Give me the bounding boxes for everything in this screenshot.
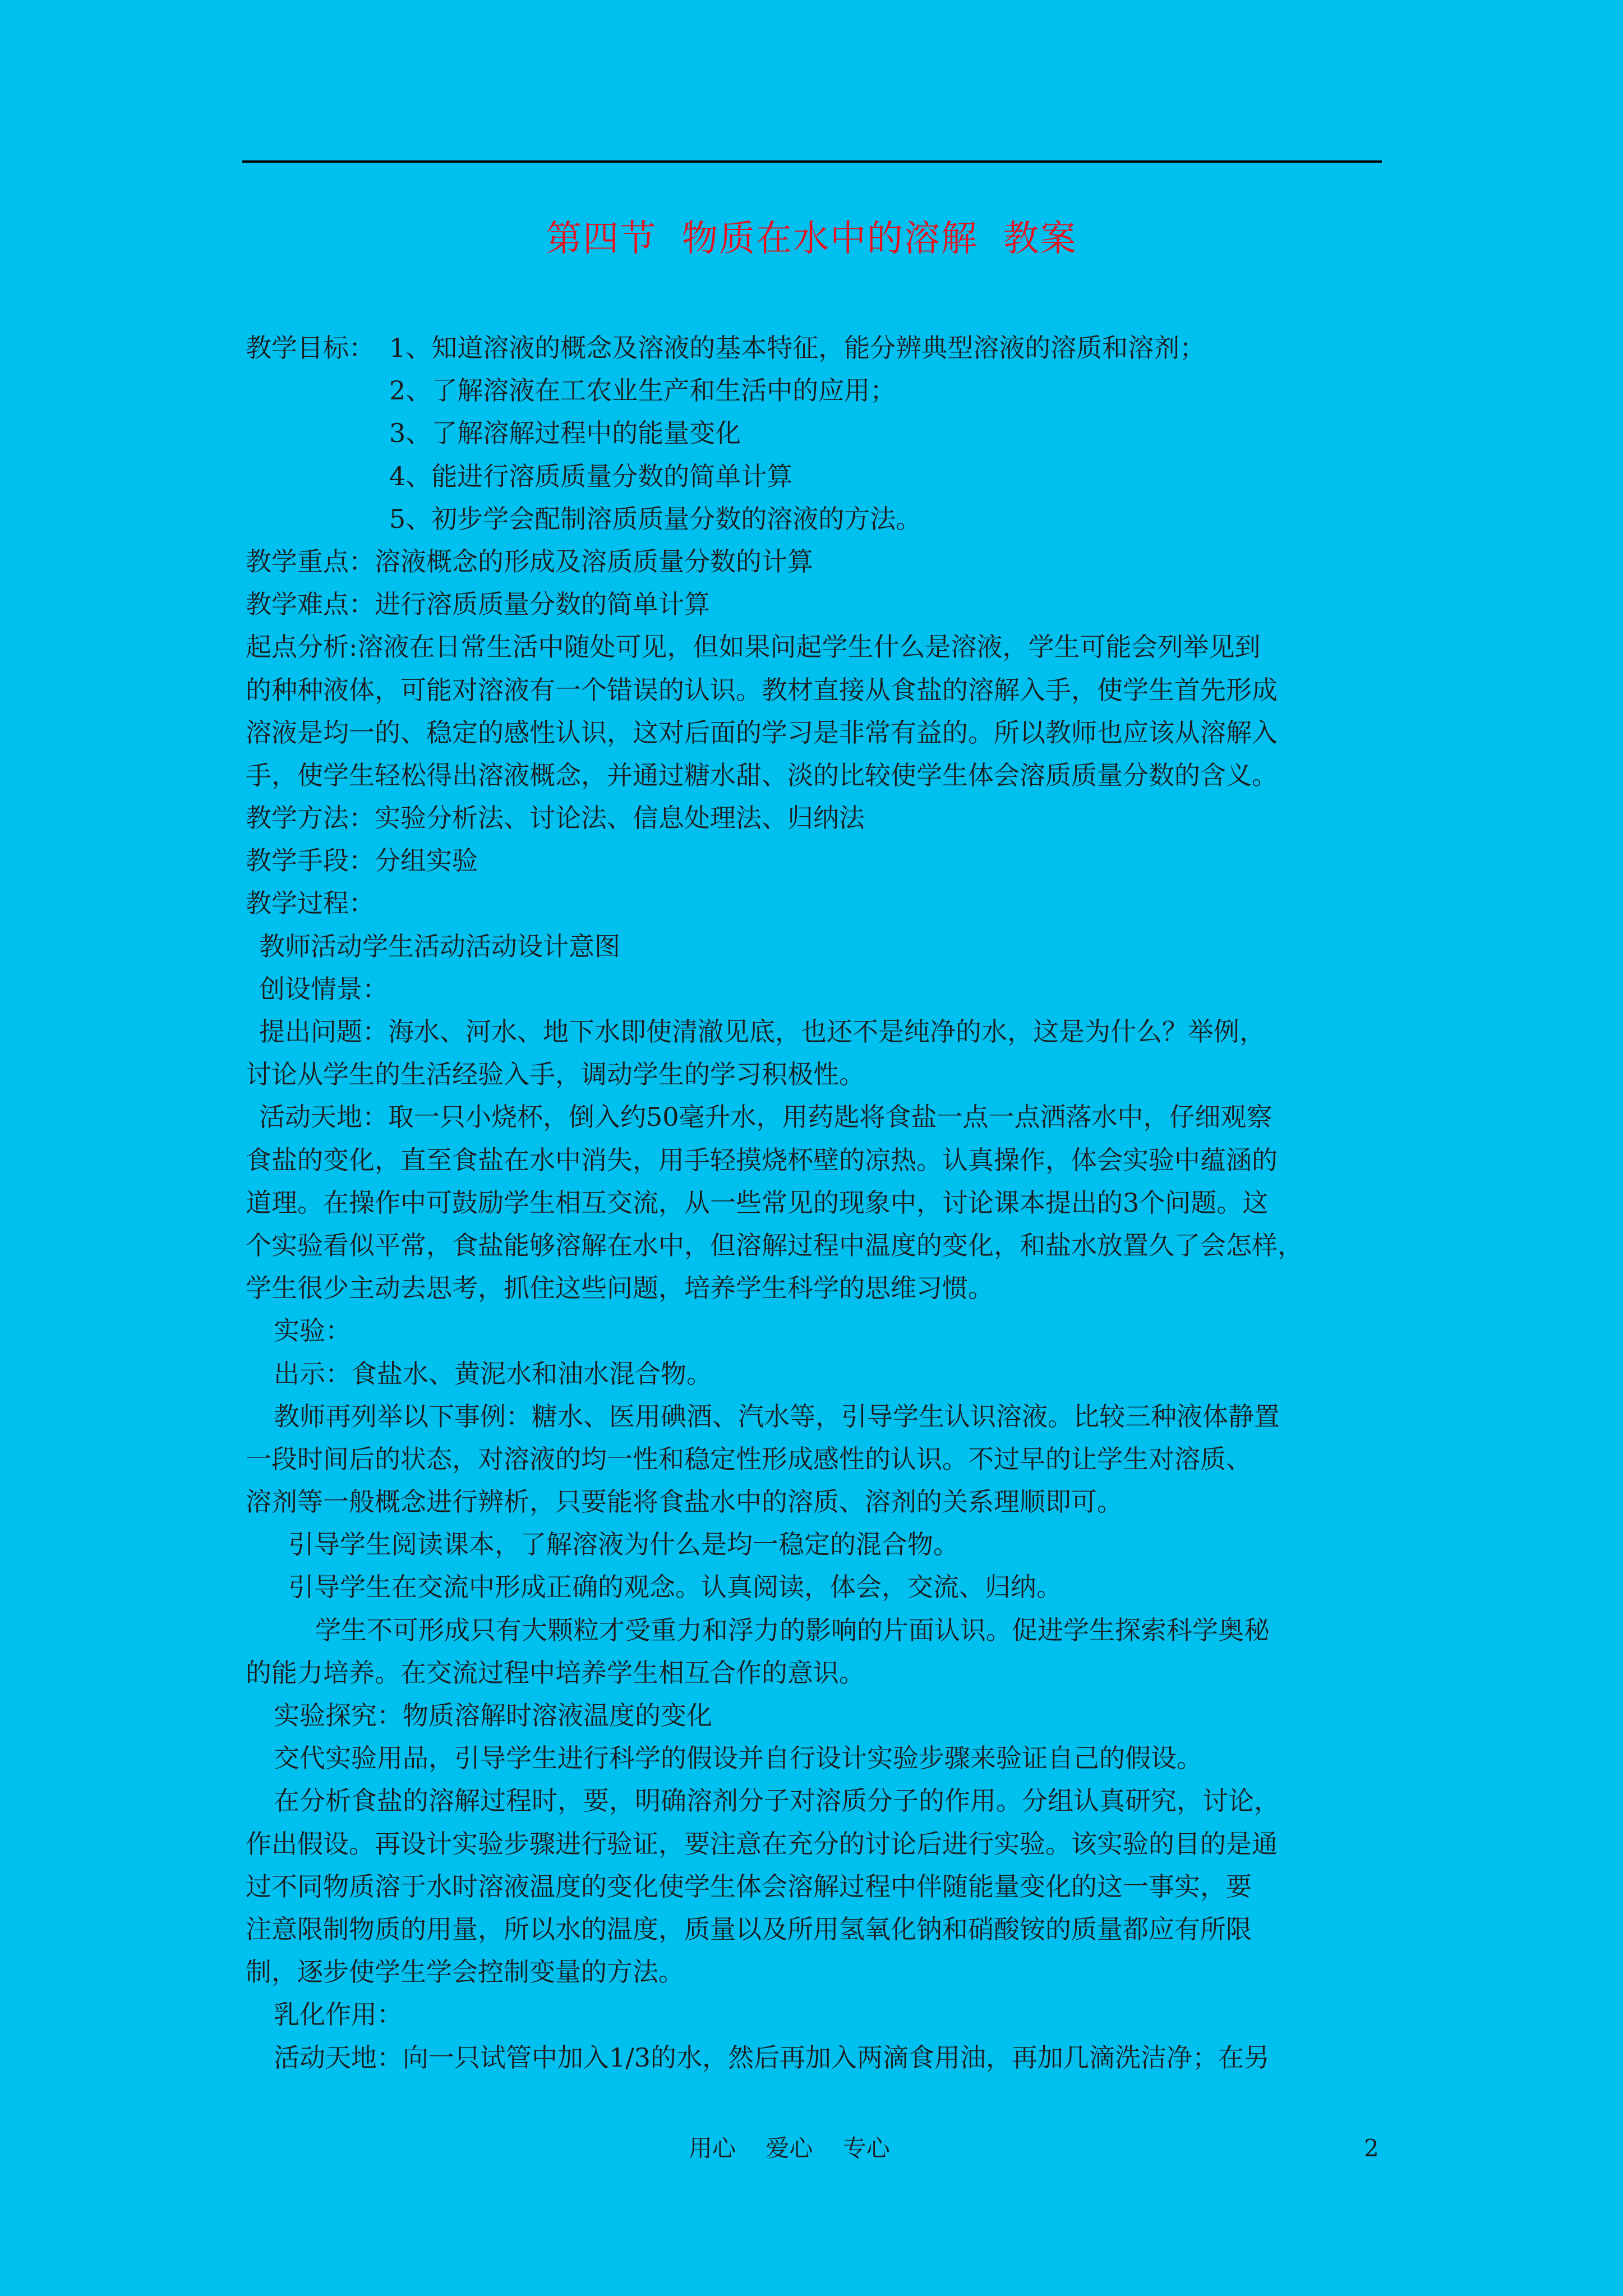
- guide-exchange-line: 引导学生在交流中形成正确的观念。认真阅读，体会，交流、归纳。: [288, 1572, 1062, 1603]
- question-line-1: 提出问题：海水、河水、地下水即使清澈见底，也还不是纯净的水，这是为什么？举例，: [259, 1016, 1265, 1047]
- document-body: [246, 326, 1384, 2079]
- method-line: 教学方法：实验分析法、讨论法、信息处理法、归纳法: [246, 803, 865, 834]
- activity-line-1: 活动天地：取一只小烧杯，倒入约50毫升水，用药匙将食盐一点一点洒落水中，仔细观察: [259, 1102, 1272, 1133]
- guide-reading-line: 引导学生阅读课本，了解溶液为什么是均一稳定的混合物。: [288, 1529, 959, 1560]
- question-line-2: 讨论从学生的生活经验入手，调动学生的学习积极性。: [246, 1059, 865, 1090]
- objective-item-2: 2、了解溶液在工农业生产和生活中的应用；: [389, 375, 896, 406]
- document-title: 第四节 物质在水中的溶解 教案: [546, 218, 1077, 260]
- show-line: 出示：食盐水、黄泥水和油水混合物。: [274, 1358, 712, 1389]
- activity-line-3: 道理。在操作中可鼓励学生相互交流，从一些常见的现象中，讨论课本提出的3个问题。这: [246, 1187, 1269, 1218]
- analysis-line-4: 手，使学生轻松得出溶液概念，并通过糖水甜、淡的比较使学生体会溶质质量分数的含义。: [246, 760, 1278, 790]
- page-footer: [0, 2131, 1623, 2166]
- header-rule: [242, 160, 1382, 163]
- activity-line-4: 个实验看似平常，食盐能够溶解在水中，但溶解过程中温度的变化，和盐水放置久了会怎样，: [246, 1230, 1303, 1260]
- inquiry-line-4: 过不同物质溶于水时溶液温度的变化使学生体会溶解过程中伴随能量变化的这一事实，要: [246, 1871, 1252, 1902]
- key-point-line: 教学重点：溶液概念的形成及溶质质量分数的计算: [246, 546, 813, 577]
- page-number: 2: [1364, 2134, 1379, 2162]
- means-line: 教学手段：分组实验: [246, 845, 478, 876]
- activity-line-5: 学生很少主动去思考，抓住这些问题，培养学生科学的思维习惯。: [246, 1273, 994, 1304]
- analysis-line-2: 的种种液体，可能对溶液有一个错误的认识。教材直接从食盐的溶解入手，使学生首先形成: [246, 674, 1278, 705]
- experiment-heading: 实验：: [274, 1315, 351, 1346]
- scenario-heading: 创设情景：: [259, 973, 388, 1004]
- process-heading: 教学过程：: [246, 888, 375, 919]
- objective-item-3: 3、了解溶解过程中的能量变化: [389, 418, 741, 449]
- misconception-line-1: 学生不可形成只有大颗粒才受重力和浮力的影响的片面认识。促进学生探索科学奥秘: [315, 1614, 1270, 1645]
- inquiry-line-3: 作出假设。再设计实验步骤进行验证，要注意在充分的讨论后进行实验。该实验的目的是通: [246, 1828, 1278, 1859]
- inquiry-line-6: 制，逐步使学生学会控制变量的方法。: [246, 1957, 684, 1987]
- inquiry-line-5: 注意限制物质的用量，所以水的温度，质量以及所用氢氧化钠和硝酸铵的质量都应有所限: [246, 1913, 1252, 1944]
- inquiry-line-2: 在分析食盐的溶解过程时，要，明确溶剂分子对溶质分子的作用。分组认真研究，讨论，: [274, 1786, 1280, 1816]
- objective-item-4: 4、能进行溶质质量分数的简单计算: [389, 461, 793, 491]
- footer-motto: 用心 爱心 专心: [689, 2134, 890, 2162]
- objective-item-5: 5、初步学会配制溶质质量分数的溶液的方法。: [389, 503, 922, 534]
- inquiry-line-1: 交代实验用品，引导学生进行科学的假设并自行设计实验步骤来验证自己的假设。: [274, 1743, 1202, 1774]
- analysis-line-1: 起点分析:溶液在日常生活中随处可见，但如果问起学生什么是溶液，学生可能会列举见到: [246, 632, 1261, 662]
- misconception-line-2: 的能力培养。在交流过程中培养学生相互合作的意识。: [246, 1657, 865, 1688]
- table-header-line: 教师活动学生活动活动设计意图: [259, 931, 620, 961]
- analysis-line-3: 溶液是均一的、稳定的感性认识，这对后面的学习是非常有益的。所以教师也应该从溶解入: [246, 717, 1278, 748]
- objectives-label: 教学目标：: [246, 333, 375, 363]
- inquiry-heading: 实验探究：物质溶解时溶液温度的变化: [274, 1700, 712, 1731]
- difficulty-line: 教学难点：进行溶质质量分数的简单计算: [246, 589, 710, 620]
- emulsion-activity-line: 活动天地：向一只试管中加入1/3的水，然后再加入两滴食用油，再加几滴洗洁净；在另: [274, 2042, 1270, 2073]
- objectives-line-1: [246, 326, 1384, 369]
- emulsion-heading: 乳化作用：: [274, 1999, 403, 2030]
- objective-item-1: 1、知道溶液的概念及溶液的基本特征，能分辨典型溶液的溶质和溶剂；: [389, 333, 1206, 363]
- examples-line-2: 一段时间后的状态，对溶液的均一性和稳定性形成感性的认识。不过早的让学生对溶质、: [246, 1443, 1252, 1474]
- activity-line-2: 食盐的变化，直至食盐在水中消失，用手轻摸烧杯壁的凉热。认真操作，体会实验中蕴涵的: [246, 1144, 1278, 1175]
- examples-line-1: 教师再列举以下事例：糖水、医用碘酒、汽水等，引导学生认识溶液。比较三种液体静置: [274, 1401, 1280, 1432]
- examples-line-3: 溶剂等一般概念进行辨析，只要能将食盐水中的溶质、溶剂的关系理顺即可。: [246, 1487, 1123, 1517]
